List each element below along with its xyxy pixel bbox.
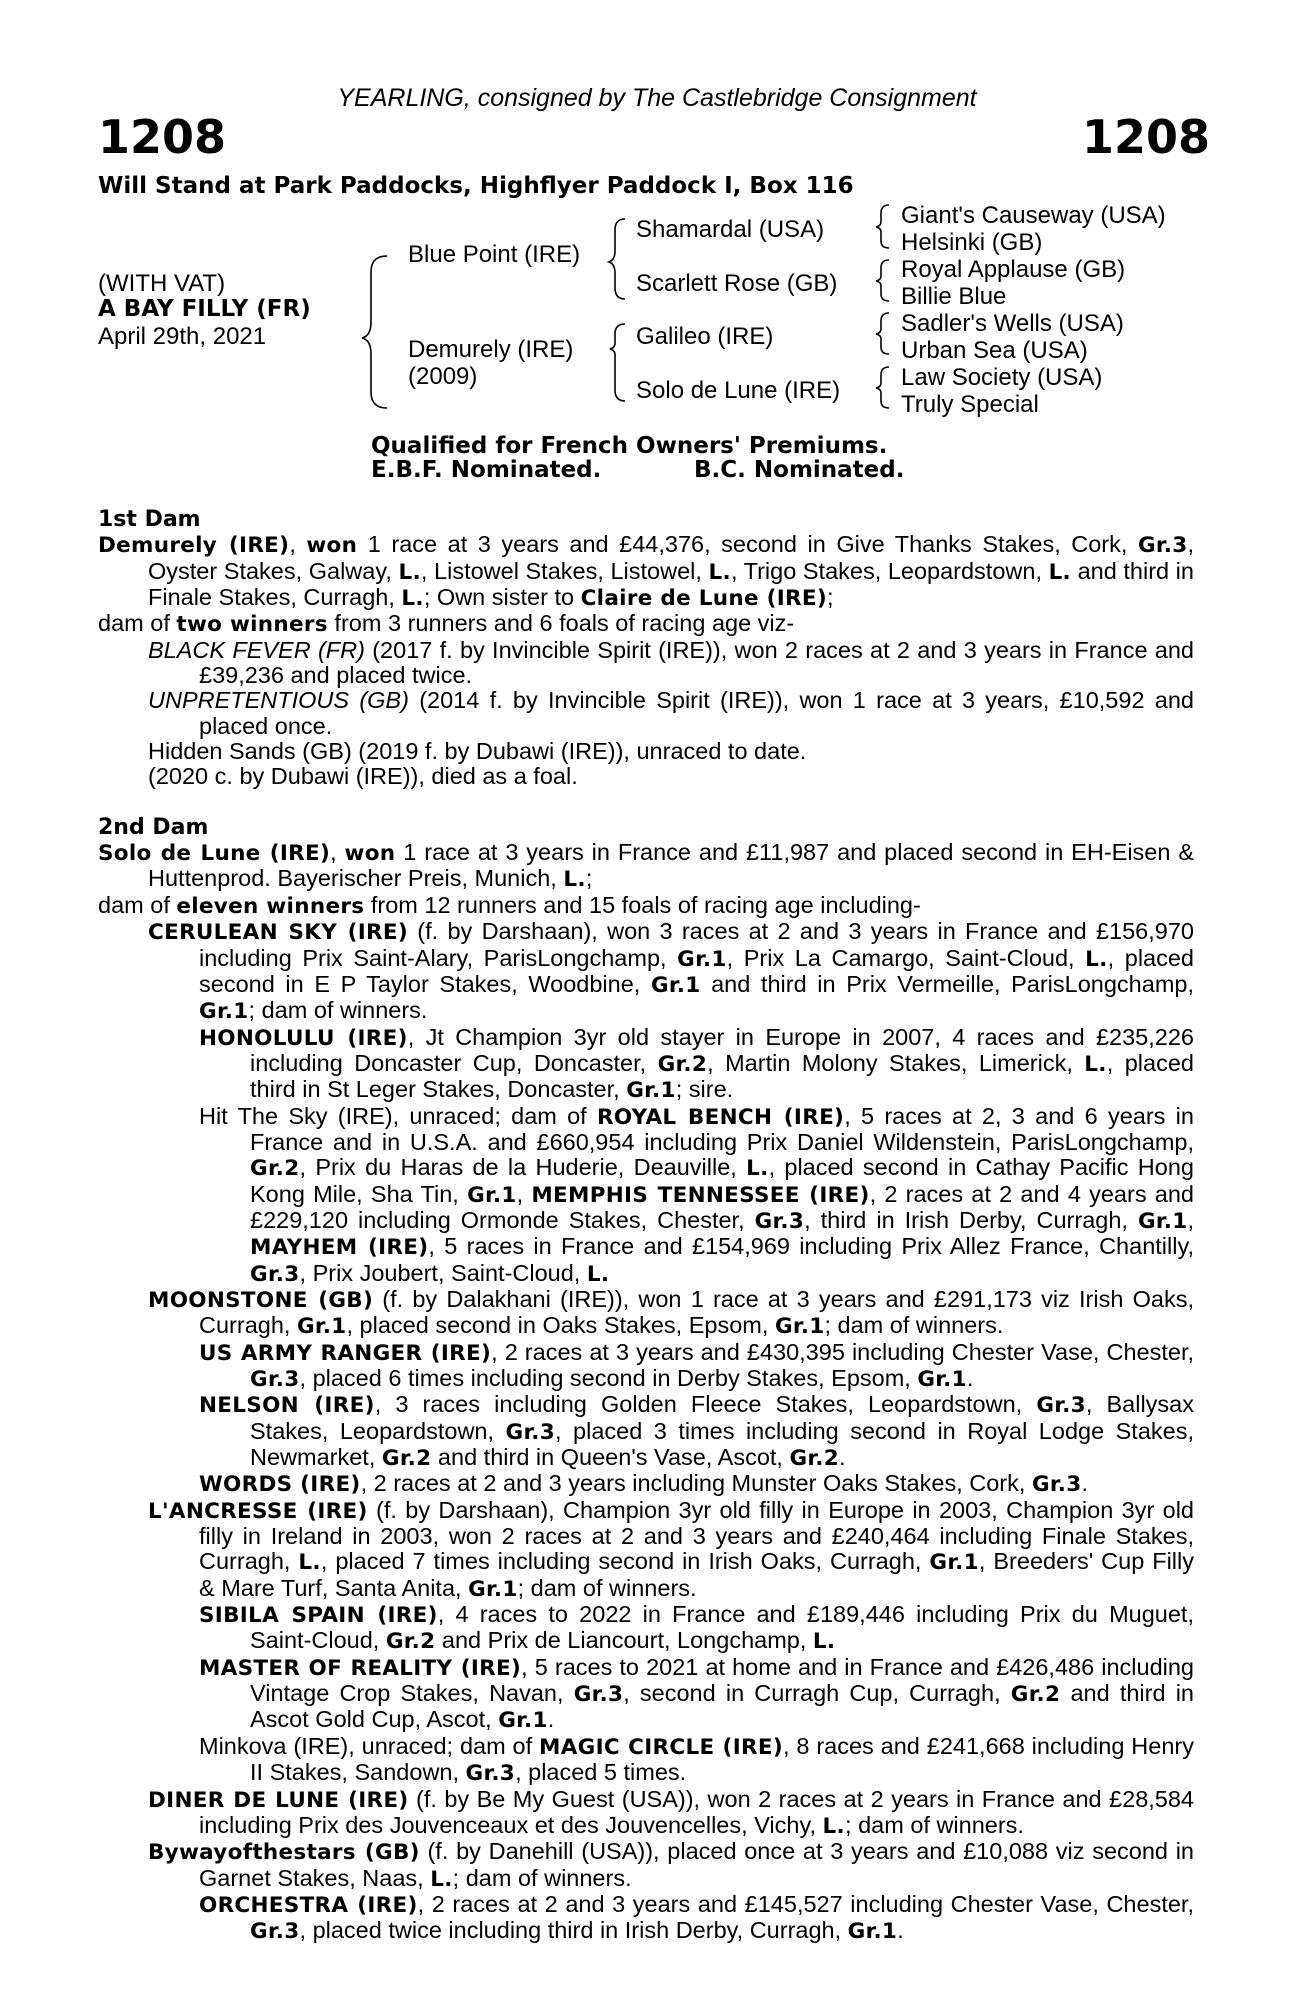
first-dam-produce: dam of two winners from 3 runners and 6 foals of racing age viz- — [98, 610, 795, 638]
produce-entry-words: WORDS (IRE), 2 races at 2 and 3 years including Munster Oaks Stakes, Cork, Gr.3. — [199, 1470, 1088, 1498]
pedigree-sire-dam: Scarlett Rose (GB) — [636, 270, 838, 297]
pedigree-dam-dam: Solo de Lune (IRE) — [636, 377, 841, 404]
produce-entry-cerulean-sky: CERULEAN SKY (IRE) (f. by Darshaan), won 3 races at 2 and 3 years in France and £156,970 including Prix Saint-Alary, ParisLongchamp, Gr.1, Prix La Camargo, Saint-Cloud, L., placed second in E P Taylor Stakes, Woodbine, Gr.1 and third in Prix Vermeille, ParisLongchamp, Gr.1; dam of winners. — [148, 918, 1194, 1025]
pedigree-gen3-1: Giant's Causeway (USA) — [901, 202, 1166, 229]
consignment-subtitle: YEARLING, consigned by The Castlebridge Consignment — [337, 84, 977, 112]
second-dam-heading: 2nd Dam — [98, 814, 209, 840]
produce-entry-hit-the-sky: Hit The Sky (IRE), unraced; dam of ROYAL BENCH (IRE), 5 races at 2, 3 and 6 years in France and in U.S.A. and £660,954 including Prix Daniel Wildenstein, ParisLongchamp, Gr.2, Prix du Haras de la Huderie, Deauville, L., placed second in Cathay Pacific Hong Kong Mile, Sha Tin, Gr.1, MEMPHIS TENNESSEE (IRE), 2 races at 2 and 4 years and £229,120 including Ormonde Stakes, Chester, Gr.3, third in Irish Derby, Curragh, Gr.1, MAYHEM (IRE), 5 races in France and £154,969 including Prix Allez France, Chantilly, Gr.3, Prix Joubert, Saint-Cloud, L. — [199, 1102, 1195, 1287]
ebf-note: E.B.F. Nominated. — [371, 457, 602, 483]
premiums-note: Qualified for French Owners' Premiums. — [371, 433, 888, 459]
produce-entry-orchestra: ORCHESTRA (IRE), 2 races at 2 and 3 years and £145,527 including Chester Vase, Chester, Gr.3, placed twice including third in Irish Derby, Curragh, Gr.1. — [199, 1890, 1194, 1945]
horse-name: A BAY FILLY (FR) — [98, 296, 311, 322]
produce-entry-moonstone: MOONSTONE (GB) (f. by Dalakhani (IRE)), won 1 race at 3 years and £291,173 viz Irish Oaks, Curragh, Gr.1, placed second in Oaks Stakes, Epsom, Gr.1; dam of winners. — [148, 1285, 1194, 1340]
horse-dob: April 29th, 2021 — [98, 323, 267, 350]
lot-number-left: 1208 — [98, 110, 227, 164]
pedigree-sire-sire: Shamardal (USA) — [636, 216, 825, 243]
vat-label: (WITH VAT) — [98, 270, 226, 297]
produce-entry-nelson: NELSON (IRE), 3 races including Golden Fleece Stakes, Leopardstown, Gr.3, Ballysax Stakes, Leopardstown, Gr.3, placed 3 times including second in Royal Lodge Stakes, Newmarket, Gr.2 and third in Queen's Vase, Ascot, Gr.2. — [199, 1391, 1195, 1472]
pedigree-dam-year: (2009) — [408, 363, 478, 390]
produce-entry-sibila-spain: SIBILA SPAIN (IRE), 4 races to 2022 in France and £189,446 including Prix du Muguet, Saint-Cloud, Gr.2 and Prix de Liancourt, Longchamp, L. — [199, 1601, 1194, 1655]
first-dam-entry: Demurely (IRE), won 1 race at 3 years and £44,376, second in Give Thanks Stakes, Cork, Gr.3, Oyster Stakes, Galway, L., Listowel Stakes, Listowel, L., Trigo Stakes, Leopardstown, L. and third in Finale Stakes, Curragh, L.; Own sister to Claire de Lune (IRE); — [98, 531, 1194, 612]
produce-entry-master-of-reality: MASTER OF REALITY (IRE), 5 races to 2021 at home and in France and £426,486 including Vintage Crop Stakes, Navan, Gr.3, second in Curragh Cup, Curragh, Gr.2 and third in Ascot Gold Cup, Ascot, Gr.1. — [199, 1653, 1194, 1734]
bc-note: B.C. Nominated. — [694, 457, 905, 483]
foal-entry: UNPRETENTIOUS (GB) (2014 f. by Invincible Spirit (IRE)), won 1 race at 3 years, £10,592 and placed once. — [148, 687, 1194, 739]
produce-entry-minkova: Minkova (IRE), unraced; dam of MAGIC CIRCLE (IRE), 8 races and £241,668 including Henry II Stakes, Sandown, Gr.3, placed 5 times. — [199, 1732, 1194, 1787]
pedigree-sire: Blue Point (IRE) — [408, 241, 581, 268]
pedigree-gen3-7: Law Society (USA) — [901, 364, 1103, 391]
pedigree-gen3-4: Billie Blue — [901, 283, 1007, 310]
produce-entry-us-army-ranger: US ARMY RANGER (IRE), 2 races at 3 years and £430,395 including Chester Vase, Chester, Gr.3, placed 6 times including second in Derby Stakes, Epsom, Gr.1. — [199, 1338, 1195, 1392]
pedigree-gen3-6: Urban Sea (USA) — [901, 337, 1088, 364]
first-dam-heading: 1st Dam — [98, 507, 201, 532]
pedigree-dam-sire: Galileo (IRE) — [636, 323, 774, 350]
pedigree-gen3-2: Helsinki (GB) — [901, 229, 1043, 256]
pedigree-body — [98, 507, 1194, 1945]
produce-entry-lancresse: L'ANCRESSE (IRE) (f. by Darshaan), Champion 3yr old filly in Europe in 2003, Champion 3yr old filly in Ireland in 2003, won 2 races at 2 and 3 years and £240,464 including Finale Stakes, Curragh, L., placed 7 times including second in Irish Oaks, Curragh, Gr.1, Breeders' Cup Filly & Mare Turf, Santa Anita, Gr.1; dam of winners. — [148, 1496, 1194, 1602]
foal-entry: (2020 c. by Dubawi (IRE)), died as a foal. — [148, 763, 578, 790]
foal-entry: BLACK FEVER (FR) (2017 f. by Invincible Spirit (IRE)), won 2 races at 2 and 3 years in France and £39,236 and placed twice. — [148, 636, 1194, 689]
lot-number-right: 1208 — [1081, 110, 1210, 164]
produce-entry-honolulu: HONOLULU (IRE), Jt Champion 3yr old stayer in Europe in 2007, 4 races and £235,226 including Doncaster Cup, Doncaster, Gr.2, Martin Molony Stakes, Limerick, L., placed third in St Leger Stakes, Doncaster, Gr.1; sire. — [199, 1023, 1194, 1104]
second-dam-produce: dam of eleven winners from 12 runners and 15 foals of racing age including- — [98, 891, 921, 919]
pedigree-dam: Demurely (IRE) — [408, 336, 574, 363]
pedigree-gen3-8: Truly Special — [901, 391, 1039, 418]
produce-entry-bywayofthestars: Bywayofthestars (GB) (f. by Danehill (USA)), placed once at 3 years and £10,088 viz second in Garnet Stakes, Naas, L.; dam of winners. — [148, 1838, 1194, 1892]
stand-location: Will Stand at Park Paddocks, Highflyer Paddock I, Box 116 — [98, 173, 854, 199]
pedigree-gen3-3: Royal Applause (GB) — [901, 256, 1126, 283]
second-dam-entry: Solo de Lune (IRE), won 1 race at 3 years in France and £11,987 and placed second in EH-Eisen & Huttenprod. Bayerischer Preis, Munich, L.; — [98, 839, 1195, 893]
pedigree-gen3-5: Sadler's Wells (USA) — [901, 310, 1124, 337]
produce-entry-diner-de-lune: DINER DE LUNE (IRE) (f. by Be My Guest (USA)), won 2 races at 2 years in France and £28,584 including Prix des Jouvenceaux et des Jouvencelles, Vichy, L.; dam of winners. — [148, 1785, 1194, 1839]
foal-entry: Hidden Sands (GB) (2019 f. by Dubawi (IRE)), unraced to date. — [148, 738, 807, 765]
